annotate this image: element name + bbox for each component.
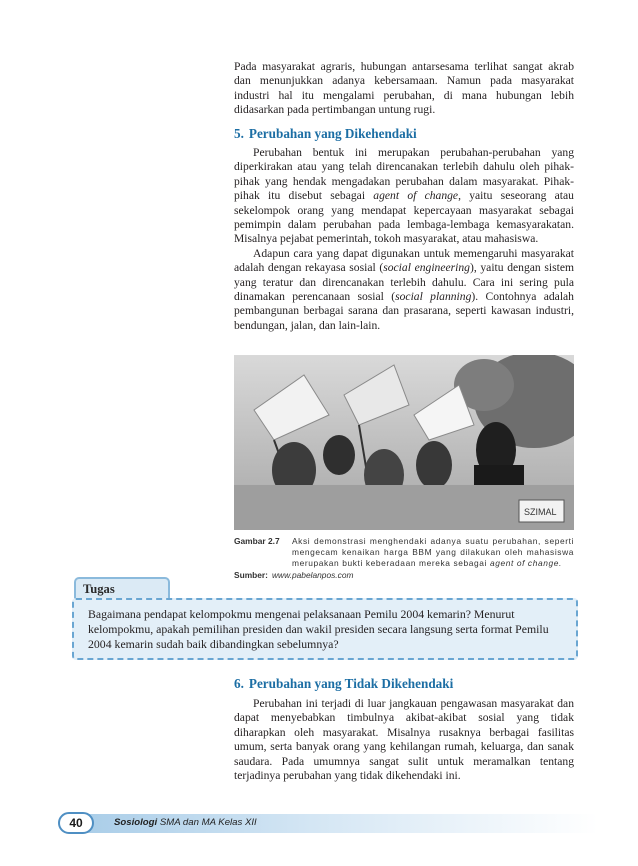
demonstration-photo	[234, 355, 574, 530]
section-5-p1-text-a: Perubahan bentuk ini merupakan perubahan-perubahan yang diperkirakan atau yang telah direncanakan terlebih dahulu oleh pihak-pihak yang hendak mengadakan perubahan dalam masyarakat. Pihak-pihak itu disebut sebagai	[234, 146, 574, 203]
figure-caption	[234, 536, 574, 581]
book-title-bold: Sosiologi	[114, 817, 158, 828]
intro-paragraph: Pada masyarakat agraris, hubungan antarsesama terlihat sangat akrab dan menunjukkan adanya kebersamaan. Namun pada masyarakat industri hal itu mengalami perubahan, di mana hubungan lebih didasarkan pada pertimbangan untung rugi.	[234, 60, 574, 117]
section-6-title: Perubahan yang Tidak Dikehendaki	[248, 676, 454, 691]
figure-source-label: Sumber:	[234, 570, 268, 580]
banner-text: SZIMAL	[524, 507, 557, 517]
section-6-paragraph-1: Perubahan ini terjadi di luar jangkauan pengawasan masyarakat dan dapat menyebabkan timbulnya akibat-akibat sosial yang tidak diharapkan oleh masyarakat. Misalnya rusaknya berbagai fasilitas umum, serta banyak orang yang kehilangan rumah, keluarga, dan sanak saudara. Pada umumnya sangat sulit untuk meramalkan tentang terjadinya perubahan yang tidak dikehendaki ini.	[234, 697, 574, 783]
figure-caption-row	[234, 536, 574, 569]
page-number: 40	[58, 812, 94, 834]
figure-caption-text-a: Aksi demonstrasi menghendaki adanya suatu perubahan, seperti mengecam kenaikan harga BBM yang dilakukan oleh mahasiswa merupakan bukti keberadaan mereka sebagai	[292, 536, 574, 568]
section-6	[234, 676, 574, 783]
figure-source-value: www.pabelanpos.com	[271, 570, 354, 580]
section-5	[234, 126, 574, 333]
figure-label: Gambar 2.7	[234, 536, 280, 546]
book-title-rest: SMA dan MA Kelas XII	[157, 817, 257, 828]
figure-source	[234, 570, 574, 581]
term-social-planning: social planning	[395, 290, 472, 304]
section-5-paragraph-2	[234, 247, 574, 333]
intro-block	[234, 60, 574, 118]
section-6-heading	[234, 676, 574, 692]
section-5-paragraph-1	[234, 146, 574, 247]
page-footer	[58, 812, 598, 834]
term-social-engineering: social engineering	[383, 261, 470, 275]
demonstration-photo-image	[234, 355, 574, 530]
book-title	[114, 817, 257, 828]
figure-caption-text	[292, 536, 574, 569]
task-text: Bagaimana pendapat kelompokmu mengenai pelaksanaan Pemilu 2004 kemarin? Menurut kelompokmu, apakah pemilihan presiden dan wakil presiden secara langsung serta format Pemilu 2004 kemarin sudah baik dibandingkan sebelumnya?	[88, 607, 549, 651]
section-5-p2-text-c: ). Contohnya adalah pembangunan berbagai sarana dan prasarana, seperti kawasan industri, bendungan, jalan, dan lain-lain.	[234, 290, 574, 332]
section-5-p2-text-b: ), yaitu dengan sistem yang teratur dan direncanakan terlebih dahulu. Cara ini sering pula dinamakan perencanaan sosial (	[234, 261, 574, 304]
section-5-p1-text-b: , yaitu seseorang atau sekelompok orang yang mendapat kepercayaan masyarakat sebagai pemimpin dalam perubahan pada lembaga-lembaga kemasyarakatan. Misalnya pejabat pemerintah, tokoh masyarakat, atau mahasiswa.	[234, 189, 574, 246]
section-5-heading	[234, 126, 574, 142]
figure-caption-term: agent of change.	[489, 558, 562, 568]
section-6-number: 6.	[234, 676, 244, 691]
task-tab	[74, 577, 170, 599]
task-tab-label: Tugas	[83, 582, 115, 596]
section-5-number: 5.	[234, 126, 244, 141]
term-agent-of-change: agent of change	[373, 189, 459, 203]
task-box	[72, 598, 578, 660]
section-5-p2-text-a: Adapun cara yang dapat digunakan untuk memengaruhi masyarakat adalah dengan rekayasa sosial (	[234, 246, 574, 275]
section-5-title: Perubahan yang Dikehendaki	[248, 126, 417, 141]
